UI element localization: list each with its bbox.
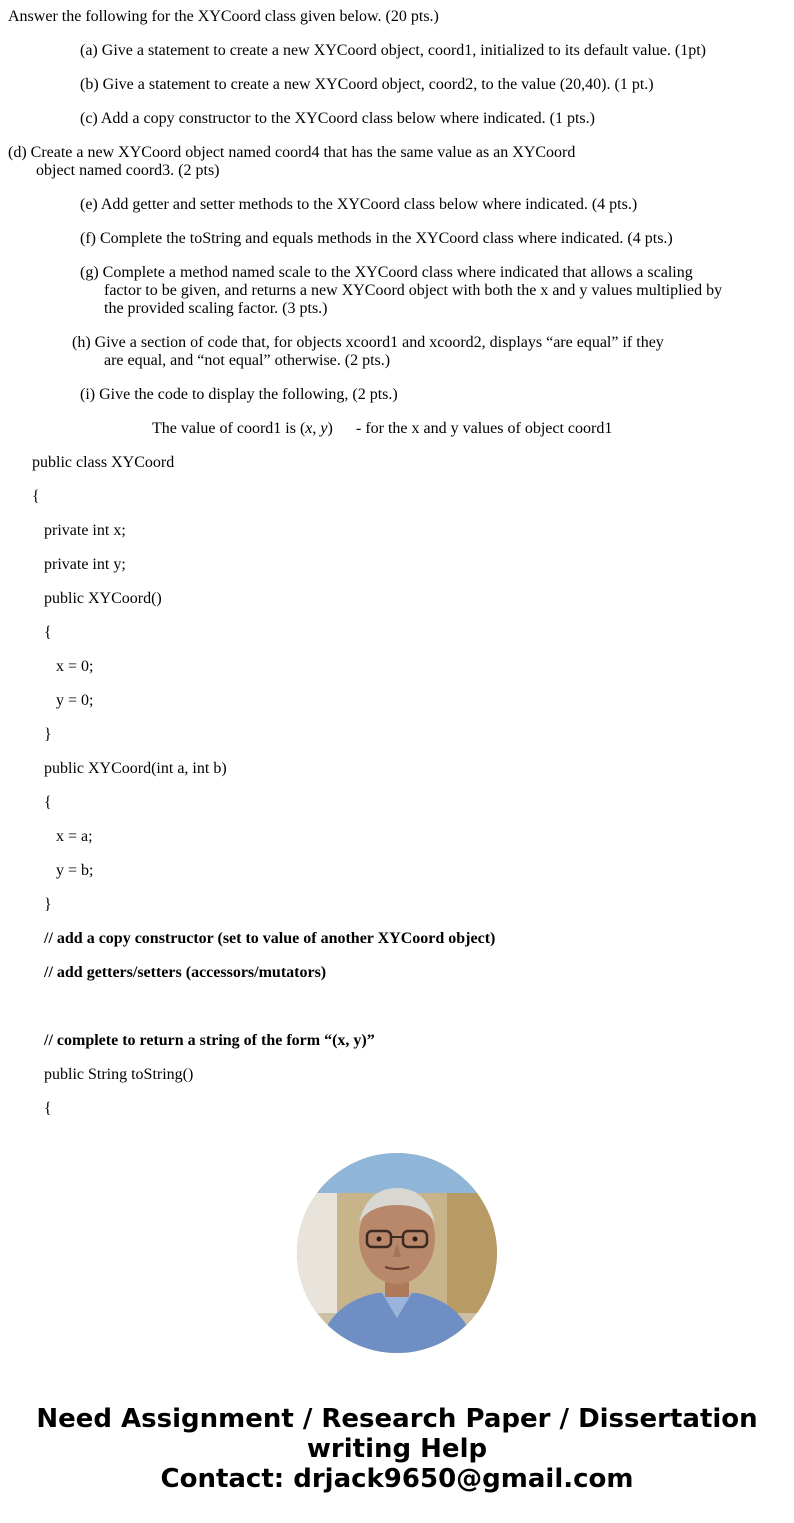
code-assign-x-a: x = a;	[56, 828, 93, 845]
code-param-constructor: public XYCoord(int a, int b)	[44, 760, 227, 777]
code-open-brace: {	[44, 624, 52, 641]
question-d-line2: object named coord3. (2 pts)	[36, 162, 220, 179]
display-example	[152, 420, 333, 438]
question-c: (c) Add a copy constructor to the XYCoord class below where indicated. (1 pts.)	[80, 110, 595, 127]
code-open-brace: {	[44, 1100, 52, 1117]
code-field-x: private int x;	[44, 522, 126, 539]
question-e: (e) Add getter and setter methods to the XYCoord class below where indicated. (4 pts.)	[80, 196, 638, 213]
intro-text: Answer the following for the XYCoord class given below. (20 pts.)	[8, 8, 439, 25]
avatar	[297, 1153, 497, 1353]
code-class-declaration: public class XYCoord	[32, 454, 175, 471]
display-example-y: y	[320, 420, 328, 437]
display-example-note: - for the x and y values of object coord1	[356, 420, 613, 437]
code-field-y: private int y;	[44, 556, 126, 573]
question-i: (i) Give the code to display the following, (2 pts.)	[80, 386, 398, 403]
code-comment-copy-constructor: // add a copy constructor (set to value of another XYCoord object)	[44, 930, 496, 947]
code-default-constructor: public XYCoord()	[44, 590, 162, 607]
code-close-brace: }	[44, 896, 52, 913]
question-h-line2: are equal, and “not equal” otherwise. (2 pts.)	[104, 352, 391, 369]
question-a: (a) Give a statement to create a new XYCoord object, coord1, initialized to its default value. (1pt)	[80, 42, 706, 59]
question-g-line2: factor to be given, and returns a new XYCoord object with both the x and y values multiplied by	[104, 282, 723, 299]
code-assign-x-zero: x = 0;	[56, 658, 94, 675]
code-tostring-signature: public String toString()	[44, 1066, 194, 1083]
code-assign-y-b: y = b;	[56, 862, 94, 879]
code-comment-tostring: // complete to return a string of the form “(x, y)”	[44, 1032, 375, 1049]
display-example-close: )	[327, 420, 333, 437]
question-g-line1: (g) Complete a method named scale to the XYCoord class where indicated that allows a scaling	[80, 264, 693, 281]
question-f: (f) Complete the toString and equals methods in the XYCoord class where indicated. (4 pts.)	[80, 230, 673, 247]
question-b: (b) Give a statement to create a new XYCoord object, coord2, to the value (20,40). (1 pt.)	[80, 76, 654, 93]
question-d-line1: (d) Create a new XYCoord object named coord4 that has the same value as an XYCoord	[8, 144, 576, 161]
code-comment-getters-setters: // add getters/setters (accessors/mutators)	[44, 964, 327, 981]
question-h-line1: (h) Give a section of code that, for objects xcoord1 and xcoord2, displays “are equal” if they	[72, 334, 664, 351]
code-open-brace: {	[44, 794, 52, 811]
code-assign-y-zero: y = 0;	[56, 692, 94, 709]
promo-contact: Contact: drjack9650@gmail.com	[160, 1464, 634, 1494]
display-example-prefix: The value of coord1 is (	[152, 420, 306, 437]
promo-line-2: writing Help	[306, 1434, 488, 1464]
avatar-photo	[297, 1153, 497, 1353]
display-example-sep: ,	[312, 420, 321, 437]
promo-line-1: Need Assignment / Research Paper / Dissertation	[36, 1404, 758, 1434]
question-g-line3: the provided scaling factor. (3 pts.)	[104, 300, 328, 317]
display-example-x: x	[305, 420, 313, 437]
code-close-brace: }	[44, 726, 52, 743]
code-open-brace: {	[32, 488, 40, 505]
